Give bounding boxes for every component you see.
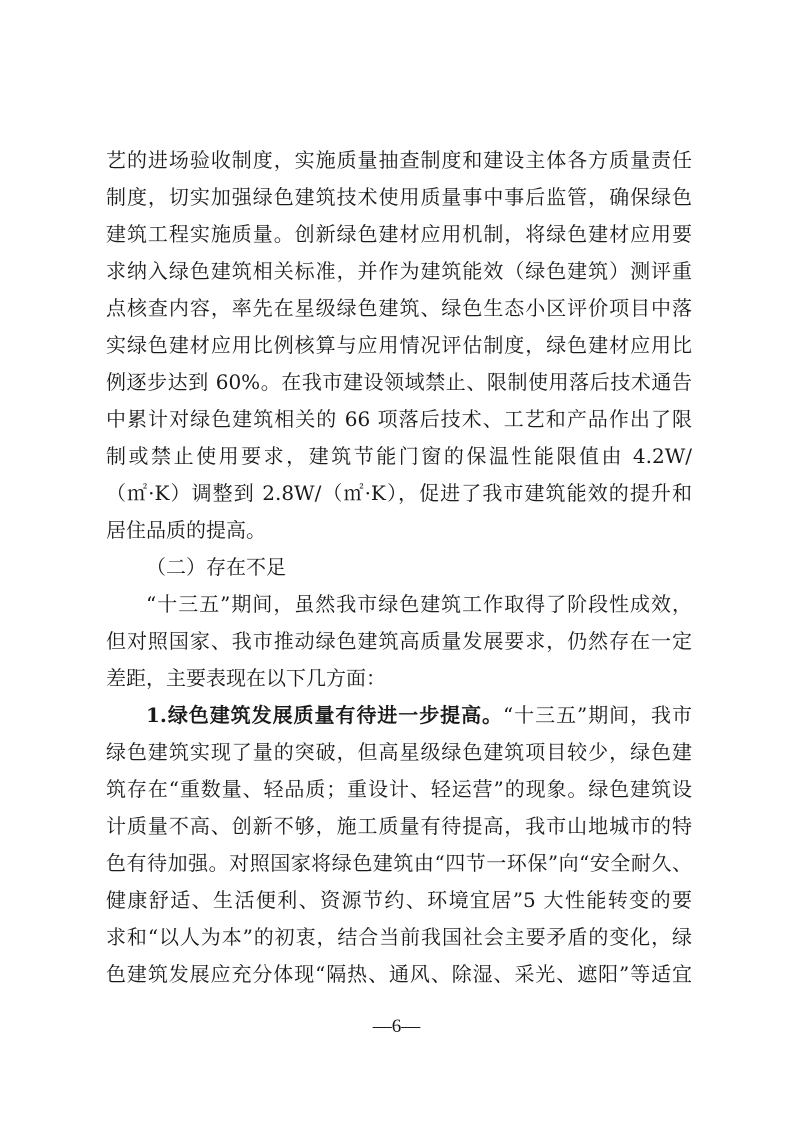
paragraph-quality-improvement	[106, 697, 692, 993]
text-line: 中累计对绿色建筑相关的 66 项落后技术、工艺和产品作出了限	[106, 407, 692, 431]
text-line: 制或禁止使用要求，建筑节能门窗的保温性能限值由 4.2W/	[106, 444, 692, 468]
text-line: 例逐步达到 60%。在我市建设领域禁止、限制使用落后技术通告	[106, 370, 692, 394]
text-line: 健康舒适、生活便利、资源节约、环境宜居”5 大性能转变的要	[106, 888, 692, 912]
text-line: 建筑工程实施质量。创新绿色建材应用机制，将绿色建材应用要	[106, 222, 692, 246]
text-line-lead	[106, 697, 692, 734]
bold-lead-heading: 1.绿色建筑发展质量有待进一步提高。	[146, 703, 503, 727]
text-line: （㎡·K）调整到 2.8W/（㎡·K），促进了我市建筑能效的提升和	[106, 481, 692, 505]
text-line: 色建筑发展应充分体现“隔热、通风、除湿、采光、遮阳”等适宜	[106, 962, 692, 986]
section-heading: （二）存在不足	[146, 555, 286, 579]
text-line: 居住品质的提高。	[106, 518, 266, 542]
text-line: 求和“以人为本”的初衷，结合当前我国社会主要矛盾的变化，绿	[106, 925, 692, 949]
text-line: 实绿色建材应用比例核算与应用情况评估制度，绿色建材应用比	[106, 333, 692, 357]
text-line: 筑存在“重数量、轻品质；重设计、轻运营”的现象。绿色建筑设	[106, 777, 692, 801]
text-line: 求纳入绿色建筑相关标准，并作为建筑能效（绿色建筑）测评重	[106, 259, 692, 283]
document-body	[106, 142, 692, 993]
text-line: 计质量不高、创新不够，施工质量有待提高，我市山地城市的特	[106, 814, 692, 838]
text-line: 但对照国家、我市推动绿色建筑高质量发展要求，仍然存在一定	[106, 629, 692, 653]
text-line: 点核查内容，率先在星级绿色建筑、绿色生态小区评价项目中落	[106, 296, 692, 320]
page-number: —6—	[372, 1016, 421, 1037]
text-span: “十三五”期间，我市	[503, 703, 692, 727]
text-line: 艺的进场验收制度，实施质量抽查制度和建设主体各方质量责任	[106, 148, 692, 172]
text-line: 差距，主要表现在以下几方面：	[106, 666, 386, 690]
paragraph-shortcomings-intro	[106, 586, 692, 697]
text-line: “十三五”期间，虽然我市绿色建筑工作取得了阶段性成效，	[146, 592, 692, 616]
text-line: 制度，切实加强绿色建筑技术使用质量事中事后监管，确保绿色	[106, 185, 692, 209]
text-line: 色有待加强。对照国家将绿色建筑由“四节一环保”向“安全耐久、	[106, 851, 692, 875]
text-line: 绿色建筑实现了量的突破，但高星级绿色建筑项目较少，绿色建	[106, 740, 692, 764]
paragraph-quality-control	[106, 142, 692, 549]
